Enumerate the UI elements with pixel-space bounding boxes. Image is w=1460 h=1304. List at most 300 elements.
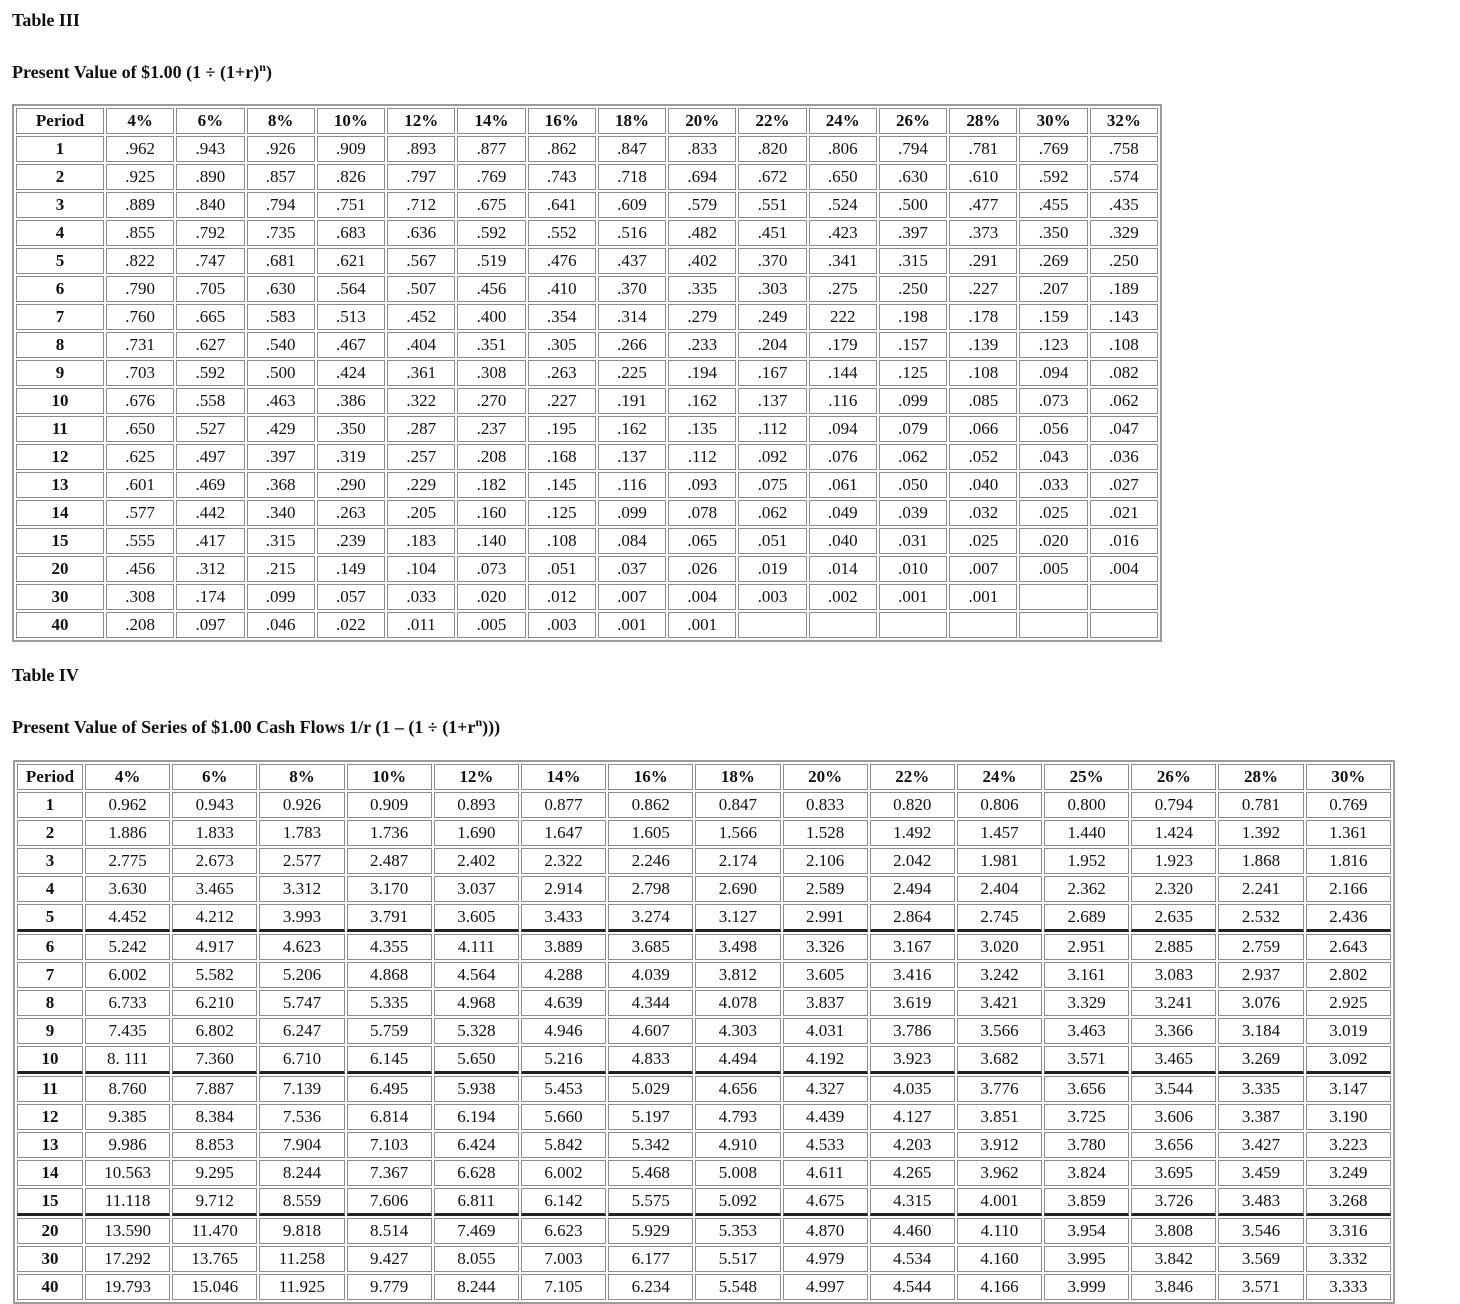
value-cell: .625 <box>106 444 174 470</box>
value-cell: .350 <box>1019 220 1087 246</box>
value-cell: 3.571 <box>1044 1046 1129 1074</box>
value-cell: .205 <box>387 500 455 526</box>
value-cell: 9.818 <box>259 1218 344 1244</box>
value-cell: 3.993 <box>259 904 344 932</box>
value-cell: .056 <box>1019 416 1087 442</box>
value-cell: 2.404 <box>957 876 1042 902</box>
value-cell: 2.745 <box>957 904 1042 932</box>
table-row <box>16 444 1158 470</box>
value-cell: .437 <box>598 248 666 274</box>
table-row <box>17 1246 1391 1272</box>
value-cell: .159 <box>1019 304 1087 330</box>
value-cell: 3.249 <box>1306 1160 1391 1186</box>
period-cell: 13 <box>16 472 104 498</box>
value-cell: 8.244 <box>259 1160 344 1186</box>
value-cell: 4.656 <box>695 1076 780 1102</box>
value-cell: 4.160 <box>957 1246 1042 1272</box>
value-cell: 3.630 <box>85 876 170 902</box>
value-cell <box>809 612 877 638</box>
value-cell: .263 <box>317 500 385 526</box>
table4-header-rate: 4% <box>85 764 170 790</box>
table-row <box>17 1188 1391 1216</box>
value-cell: 3.812 <box>695 962 780 988</box>
value-cell: .099 <box>247 584 315 610</box>
value-cell: .564 <box>317 276 385 302</box>
value-cell: 5.548 <box>695 1274 780 1300</box>
table-row <box>17 876 1391 902</box>
value-cell: 6.194 <box>434 1104 519 1130</box>
value-cell: 1.457 <box>957 820 1042 846</box>
value-cell: .862 <box>528 136 596 162</box>
value-cell: 2.991 <box>783 904 868 932</box>
value-cell: .315 <box>247 528 315 554</box>
value-cell: 1.868 <box>1218 848 1303 874</box>
value-cell: .016 <box>1090 528 1158 554</box>
value-cell: 5.092 <box>695 1188 780 1216</box>
value-cell: 3.170 <box>347 876 432 902</box>
table3-header-rate: 6% <box>176 108 244 134</box>
value-cell: .085 <box>949 388 1017 414</box>
period-cell: 6 <box>16 276 104 302</box>
value-cell: .404 <box>387 332 455 358</box>
value-cell: .456 <box>457 276 525 302</box>
value-cell: .266 <box>598 332 666 358</box>
value-cell: .279 <box>668 304 736 330</box>
value-cell: 6.811 <box>434 1188 519 1216</box>
value-cell: .075 <box>738 472 806 498</box>
value-cell: .889 <box>106 192 174 218</box>
value-cell: .417 <box>176 528 244 554</box>
table3-header-rate: 30% <box>1019 108 1087 134</box>
value-cell: .370 <box>598 276 666 302</box>
value-cell: 0.877 <box>521 792 606 818</box>
value-cell: 2.635 <box>1131 904 1216 932</box>
value-cell: .007 <box>949 556 1017 582</box>
table3-header-rate: 22% <box>738 108 806 134</box>
value-cell: 3.242 <box>957 962 1042 988</box>
value-cell: 2.320 <box>1131 876 1216 902</box>
value-cell: .123 <box>1019 332 1087 358</box>
value-cell: .794 <box>879 136 947 162</box>
value-cell: .269 <box>1019 248 1087 274</box>
value-cell: 7.360 <box>172 1046 257 1074</box>
value-cell: 2.436 <box>1306 904 1391 932</box>
value-cell: .229 <box>387 472 455 498</box>
value-cell: 7.887 <box>172 1076 257 1102</box>
value-cell: .500 <box>879 192 947 218</box>
table-row <box>16 248 1158 274</box>
value-cell: .675 <box>457 192 525 218</box>
value-cell: .043 <box>1019 444 1087 470</box>
value-cell: .524 <box>809 192 877 218</box>
value-cell: .149 <box>317 556 385 582</box>
table3-title-main: Present Value of $1.00 (1 ÷ (1+r) <box>12 62 260 82</box>
value-cell: .410 <box>528 276 596 302</box>
value-cell: 4.203 <box>870 1132 955 1158</box>
value-cell: .519 <box>457 248 525 274</box>
value-cell: 3.606 <box>1131 1104 1216 1130</box>
value-cell: 3.846 <box>1131 1274 1216 1300</box>
value-cell: .822 <box>106 248 174 274</box>
value-cell: 5.353 <box>695 1218 780 1244</box>
value-cell: 6.177 <box>608 1246 693 1272</box>
value-cell: 8.244 <box>434 1274 519 1300</box>
period-cell: 4 <box>16 220 104 246</box>
value-cell: .062 <box>738 500 806 526</box>
period-cell: 11 <box>17 1076 83 1102</box>
value-cell: 0.769 <box>1306 792 1391 818</box>
value-cell: 4.533 <box>783 1132 868 1158</box>
value-cell: 1.736 <box>347 820 432 846</box>
value-cell: .497 <box>176 444 244 470</box>
value-cell: .368 <box>247 472 315 498</box>
period-cell: 20 <box>16 556 104 582</box>
table3-header-rate: 16% <box>528 108 596 134</box>
value-cell: 8.760 <box>85 1076 170 1102</box>
value-cell: 6.210 <box>172 990 257 1016</box>
value-cell: .233 <box>668 332 736 358</box>
value-cell: 3.605 <box>783 962 868 988</box>
value-cell: .104 <box>387 556 455 582</box>
value-cell: .036 <box>1090 444 1158 470</box>
value-cell: .047 <box>1090 416 1158 442</box>
value-cell: 4.997 <box>783 1274 868 1300</box>
value-cell: 3.326 <box>783 934 868 960</box>
value-cell: 3.223 <box>1306 1132 1391 1158</box>
value-cell: .275 <box>809 276 877 302</box>
value-cell: .097 <box>176 612 244 638</box>
value-cell: 3.332 <box>1306 1246 1391 1272</box>
value-cell: 3.459 <box>1218 1160 1303 1186</box>
value-cell: .108 <box>1090 332 1158 358</box>
table4-header-rate: 25% <box>1044 764 1129 790</box>
value-cell: 222 <box>809 304 877 330</box>
value-cell: .004 <box>1090 556 1158 582</box>
value-cell: .386 <box>317 388 385 414</box>
table4-header-rate: 8% <box>259 764 344 790</box>
value-cell: .467 <box>317 332 385 358</box>
period-cell: 15 <box>16 528 104 554</box>
value-cell: .455 <box>1019 192 1087 218</box>
annuity-present-value-table <box>13 760 1395 1304</box>
value-cell: .073 <box>1019 388 1087 414</box>
table4-header-rate: 6% <box>172 764 257 790</box>
value-cell: 6.495 <box>347 1076 432 1102</box>
value-cell: 3.837 <box>783 990 868 1016</box>
value-cell: 4.868 <box>347 962 432 988</box>
value-cell: 7.904 <box>259 1132 344 1158</box>
value-cell: .840 <box>176 192 244 218</box>
value-cell: .694 <box>668 164 736 190</box>
value-cell: 11.258 <box>259 1246 344 1272</box>
value-cell: .672 <box>738 164 806 190</box>
value-cell: 9.385 <box>85 1104 170 1130</box>
value-cell: .099 <box>879 388 947 414</box>
value-cell <box>1019 584 1087 610</box>
value-cell: 7.469 <box>434 1218 519 1244</box>
value-cell: 3.995 <box>1044 1246 1129 1272</box>
value-cell: 1.981 <box>957 848 1042 874</box>
value-cell: .769 <box>457 164 525 190</box>
value-cell: .476 <box>528 248 596 274</box>
value-cell: .743 <box>528 164 596 190</box>
table-row <box>17 1046 1391 1074</box>
value-cell: .303 <box>738 276 806 302</box>
value-cell: 0.794 <box>1131 792 1216 818</box>
value-cell: .112 <box>738 416 806 442</box>
period-cell: 1 <box>17 792 83 818</box>
value-cell: 2.589 <box>783 876 868 902</box>
value-cell: 3.274 <box>608 904 693 932</box>
value-cell: 4.452 <box>85 904 170 932</box>
value-cell: .157 <box>879 332 947 358</box>
value-cell: 3.366 <box>1131 1018 1216 1044</box>
value-cell: 5.328 <box>434 1018 519 1044</box>
value-cell: .237 <box>457 416 525 442</box>
value-cell: 2.690 <box>695 876 780 902</box>
value-cell: 4.611 <box>783 1160 868 1186</box>
value-cell: 6.733 <box>85 990 170 1016</box>
value-cell: .290 <box>317 472 385 498</box>
value-cell: .507 <box>387 276 455 302</box>
table-row <box>16 500 1158 526</box>
value-cell: 5.842 <box>521 1132 606 1158</box>
period-cell: 13 <box>17 1132 83 1158</box>
value-cell: 4.494 <box>695 1046 780 1074</box>
value-cell: 2.798 <box>608 876 693 902</box>
value-cell: .189 <box>1090 276 1158 302</box>
value-cell: 2.689 <box>1044 904 1129 932</box>
value-cell: 3.190 <box>1306 1104 1391 1130</box>
value-cell: .452 <box>387 304 455 330</box>
value-cell: 3.656 <box>1131 1132 1216 1158</box>
value-cell: 4.192 <box>783 1046 868 1074</box>
value-cell: 3.037 <box>434 876 519 902</box>
value-cell: 3.954 <box>1044 1218 1129 1244</box>
table-row <box>17 792 1391 818</box>
value-cell: 2.951 <box>1044 934 1129 960</box>
value-cell: 6.247 <box>259 1018 344 1044</box>
period-cell: 9 <box>16 360 104 386</box>
table4-header-rate: 28% <box>1218 764 1303 790</box>
value-cell: 3.725 <box>1044 1104 1129 1130</box>
table3-label: Table III <box>12 10 80 30</box>
period-cell: 2 <box>16 164 104 190</box>
value-cell: .032 <box>949 500 1017 526</box>
value-cell: 5.468 <box>608 1160 693 1186</box>
value-cell: 3.851 <box>957 1104 1042 1130</box>
value-cell: 4.111 <box>434 934 519 960</box>
value-cell: .833 <box>668 136 736 162</box>
value-cell: .062 <box>1090 388 1158 414</box>
value-cell: .019 <box>738 556 806 582</box>
value-cell: 4.675 <box>783 1188 868 1216</box>
table4-title-main: Present Value of Series of $1.00 Cash Flows 1/r (1 – (1 ÷ (1+r <box>12 717 476 737</box>
table-row <box>16 164 1158 190</box>
value-cell: .857 <box>247 164 315 190</box>
table3-header-rate: 12% <box>387 108 455 134</box>
value-cell: .769 <box>1019 136 1087 162</box>
value-cell: .621 <box>317 248 385 274</box>
table3-header-rate: 20% <box>668 108 736 134</box>
table3-header-rate: 32% <box>1090 108 1158 134</box>
value-cell: 7.139 <box>259 1076 344 1102</box>
value-cell: 3.147 <box>1306 1076 1391 1102</box>
value-cell: .351 <box>457 332 525 358</box>
period-cell: 12 <box>17 1104 83 1130</box>
period-cell: 30 <box>17 1246 83 1272</box>
value-cell: 3.605 <box>434 904 519 932</box>
value-cell: .195 <box>528 416 596 442</box>
value-cell: .551 <box>738 192 806 218</box>
value-cell: 9.427 <box>347 1246 432 1272</box>
period-cell: 4 <box>17 876 83 902</box>
table-row <box>16 192 1158 218</box>
value-cell: .227 <box>949 276 1017 302</box>
value-cell: .877 <box>457 136 525 162</box>
value-cell: .567 <box>387 248 455 274</box>
value-cell: 2.106 <box>783 848 868 874</box>
value-cell: 5.335 <box>347 990 432 1016</box>
table-row <box>17 1076 1391 1102</box>
value-cell: .051 <box>738 528 806 554</box>
value-cell: 5.453 <box>521 1076 606 1102</box>
value-cell: 7.103 <box>347 1132 432 1158</box>
value-cell: .003 <box>738 584 806 610</box>
table4-header-rate: 12% <box>434 764 519 790</box>
value-cell: 1.392 <box>1218 820 1303 846</box>
value-cell: 2.673 <box>172 848 257 874</box>
table3-header-rate: 10% <box>317 108 385 134</box>
value-cell: 1.492 <box>870 820 955 846</box>
value-cell: 4.212 <box>172 904 257 932</box>
value-cell: 3.962 <box>957 1160 1042 1186</box>
table-row <box>16 360 1158 386</box>
value-cell: 5.342 <box>608 1132 693 1158</box>
value-cell: .319 <box>317 444 385 470</box>
table-row <box>16 584 1158 610</box>
value-cell: .429 <box>247 416 315 442</box>
value-cell: .062 <box>879 444 947 470</box>
period-cell: 12 <box>16 444 104 470</box>
value-cell: .033 <box>1019 472 1087 498</box>
value-cell: .516 <box>598 220 666 246</box>
table-row <box>17 962 1391 988</box>
value-cell: 7.003 <box>521 1246 606 1272</box>
value-cell: .116 <box>809 388 877 414</box>
value-cell: .482 <box>668 220 736 246</box>
table-row <box>16 304 1158 330</box>
value-cell: 4.910 <box>695 1132 780 1158</box>
value-cell: .373 <box>949 220 1017 246</box>
value-cell: .291 <box>949 248 1017 274</box>
present-value-table <box>12 104 1162 642</box>
value-cell: .592 <box>1019 164 1087 190</box>
value-cell: .423 <box>809 220 877 246</box>
table4-header-row <box>17 764 1391 790</box>
value-cell: .397 <box>247 444 315 470</box>
table4-header-rate: 20% <box>783 764 868 790</box>
table4-header-rate: 30% <box>1306 764 1391 790</box>
value-cell: .250 <box>1090 248 1158 274</box>
value-cell: .040 <box>809 528 877 554</box>
value-cell: .513 <box>317 304 385 330</box>
value-cell: .040 <box>949 472 1017 498</box>
value-cell: .073 <box>457 556 525 582</box>
value-cell: .021 <box>1090 500 1158 526</box>
value-cell: 6.814 <box>347 1104 432 1130</box>
value-cell: .108 <box>949 360 1017 386</box>
value-cell: 3.498 <box>695 934 780 960</box>
period-cell: 5 <box>17 904 83 932</box>
value-cell: .162 <box>668 388 736 414</box>
value-cell: 3.269 <box>1218 1046 1303 1074</box>
value-cell: 1.361 <box>1306 820 1391 846</box>
value-cell: .160 <box>457 500 525 526</box>
value-cell: 3.161 <box>1044 962 1129 988</box>
value-cell: 0.847 <box>695 792 780 818</box>
value-cell: 0.926 <box>259 792 344 818</box>
value-cell: .167 <box>738 360 806 386</box>
value-cell: 3.546 <box>1218 1218 1303 1244</box>
value-cell: 9.986 <box>85 1132 170 1158</box>
value-cell: .001 <box>598 612 666 638</box>
value-cell: .007 <box>598 584 666 610</box>
value-cell: .806 <box>809 136 877 162</box>
value-cell: .583 <box>247 304 315 330</box>
period-cell: 9 <box>17 1018 83 1044</box>
table4-title-exponent: n <box>475 715 483 729</box>
value-cell: .004 <box>668 584 736 610</box>
value-cell: .962 <box>106 136 174 162</box>
value-cell: 3.416 <box>870 962 955 988</box>
value-cell: 5.759 <box>347 1018 432 1044</box>
value-cell: .500 <box>247 360 315 386</box>
value-cell: .855 <box>106 220 174 246</box>
value-cell: 3.316 <box>1306 1218 1391 1244</box>
value-cell: 7.435 <box>85 1018 170 1044</box>
value-cell: 6.802 <box>172 1018 257 1044</box>
value-cell: 5.197 <box>608 1104 693 1130</box>
value-cell: .037 <box>598 556 666 582</box>
period-cell: 8 <box>16 332 104 358</box>
period-cell: 40 <box>16 612 104 638</box>
period-cell: 8 <box>17 990 83 1016</box>
value-cell: .079 <box>879 416 947 442</box>
period-cell: 40 <box>17 1274 83 1300</box>
value-cell: 3.999 <box>1044 1274 1129 1300</box>
value-cell: .893 <box>387 136 455 162</box>
value-cell: 2.402 <box>434 848 519 874</box>
value-cell: 1.833 <box>172 820 257 846</box>
value-cell: 2.042 <box>870 848 955 874</box>
value-cell: 0.806 <box>957 792 1042 818</box>
value-cell: 8.853 <box>172 1132 257 1158</box>
table-row <box>17 1132 1391 1158</box>
table4-title <box>12 715 500 738</box>
value-cell <box>879 612 947 638</box>
value-cell: .555 <box>106 528 174 554</box>
value-cell: .340 <box>247 500 315 526</box>
value-cell: 0.943 <box>172 792 257 818</box>
value-cell: 2.885 <box>1131 934 1216 960</box>
value-cell: .076 <box>809 444 877 470</box>
value-cell: 9.295 <box>172 1160 257 1186</box>
period-cell: 20 <box>17 1218 83 1244</box>
value-cell: 5.650 <box>434 1046 519 1074</box>
value-cell: .650 <box>809 164 877 190</box>
value-cell: 1.440 <box>1044 820 1129 846</box>
